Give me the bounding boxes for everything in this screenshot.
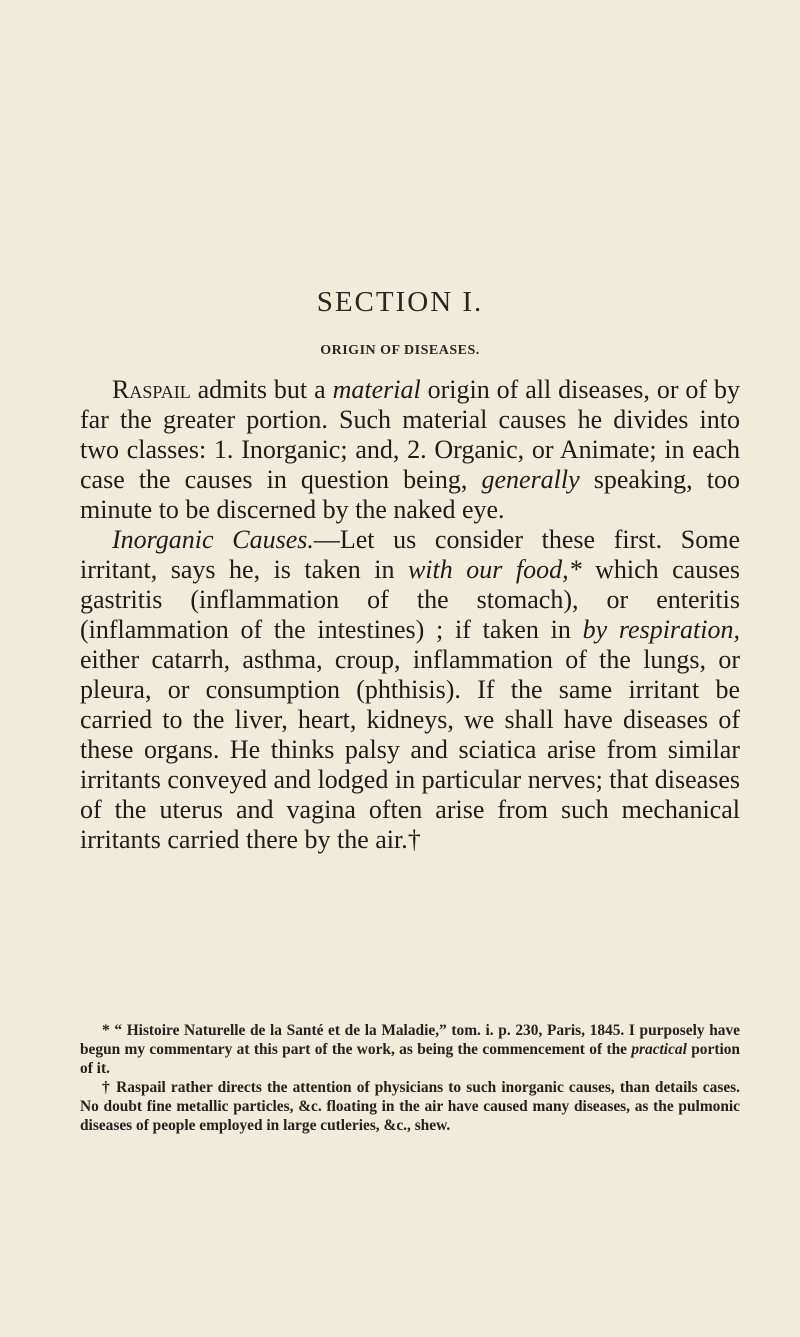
- emphasis-practical: practical: [631, 1041, 687, 1058]
- author-name: Raspail: [112, 375, 191, 404]
- emphasis-generally: generally: [481, 465, 580, 494]
- section-title: SECTION I.: [316, 286, 484, 318]
- emphasis-by-respiration: by respiration,: [582, 615, 740, 644]
- subsection-title: Inorganic Causes.: [112, 525, 314, 554]
- section-subtitle: ORIGIN OF DISEASES.: [320, 343, 480, 358]
- footnote-dagger: † Raspail rather directs the attention of physicians to such inorganic causes, than details cases. No doubt fine metallic particles, &c. floating in the air have caused many diseases, as the pulmonic diseases of people employed in large cutleries, &c., shew.: [80, 1079, 740, 1134]
- footnotes: [80, 1021, 740, 1135]
- emphasis-with-our-food: with our food,*: [407, 555, 582, 584]
- paragraph-raspail: Raspail admits but a material origin of all diseases, or of by far the greater portion. Such material causes he divides into two classes: 1. Inorganic; and, 2. Organic, or Animate; in each case the causes in question being, generally speaking, too minute to be discerned by the naked eye.: [80, 375, 741, 524]
- emphasis-material: material: [332, 375, 421, 404]
- body-text: [80, 375, 740, 855]
- paragraph-inorganic-causes: Inorganic Causes.—Let us consider these first. Some irritant, says he, is taken in with our food,* which causes gastritis (inflammation of the stomach), or enteritis (inflammation of the intestines) ; if taken in by respiration, either catarrh, asthma, croup, inflammation of the lungs, or pleura, or consumption (phthisis). If the same irritant be carried to the liver, heart, kidneys, we shall have diseases of these organs. He thinks palsy and sciatica arise from similar irritants conveyed and lodged in particular nerves; that diseases of the uterus and vagina often arise from such mechanical irritants carried there by the air.†: [80, 525, 740, 854]
- footnote-asterisk: * “ Histoire Naturelle de la Santé et de la Maladie,” tom. i. p. 230, Paris, 1845. I purposely have begun my commentary at this part of the work, as being the commencement of the practical portion of it.: [80, 1022, 740, 1077]
